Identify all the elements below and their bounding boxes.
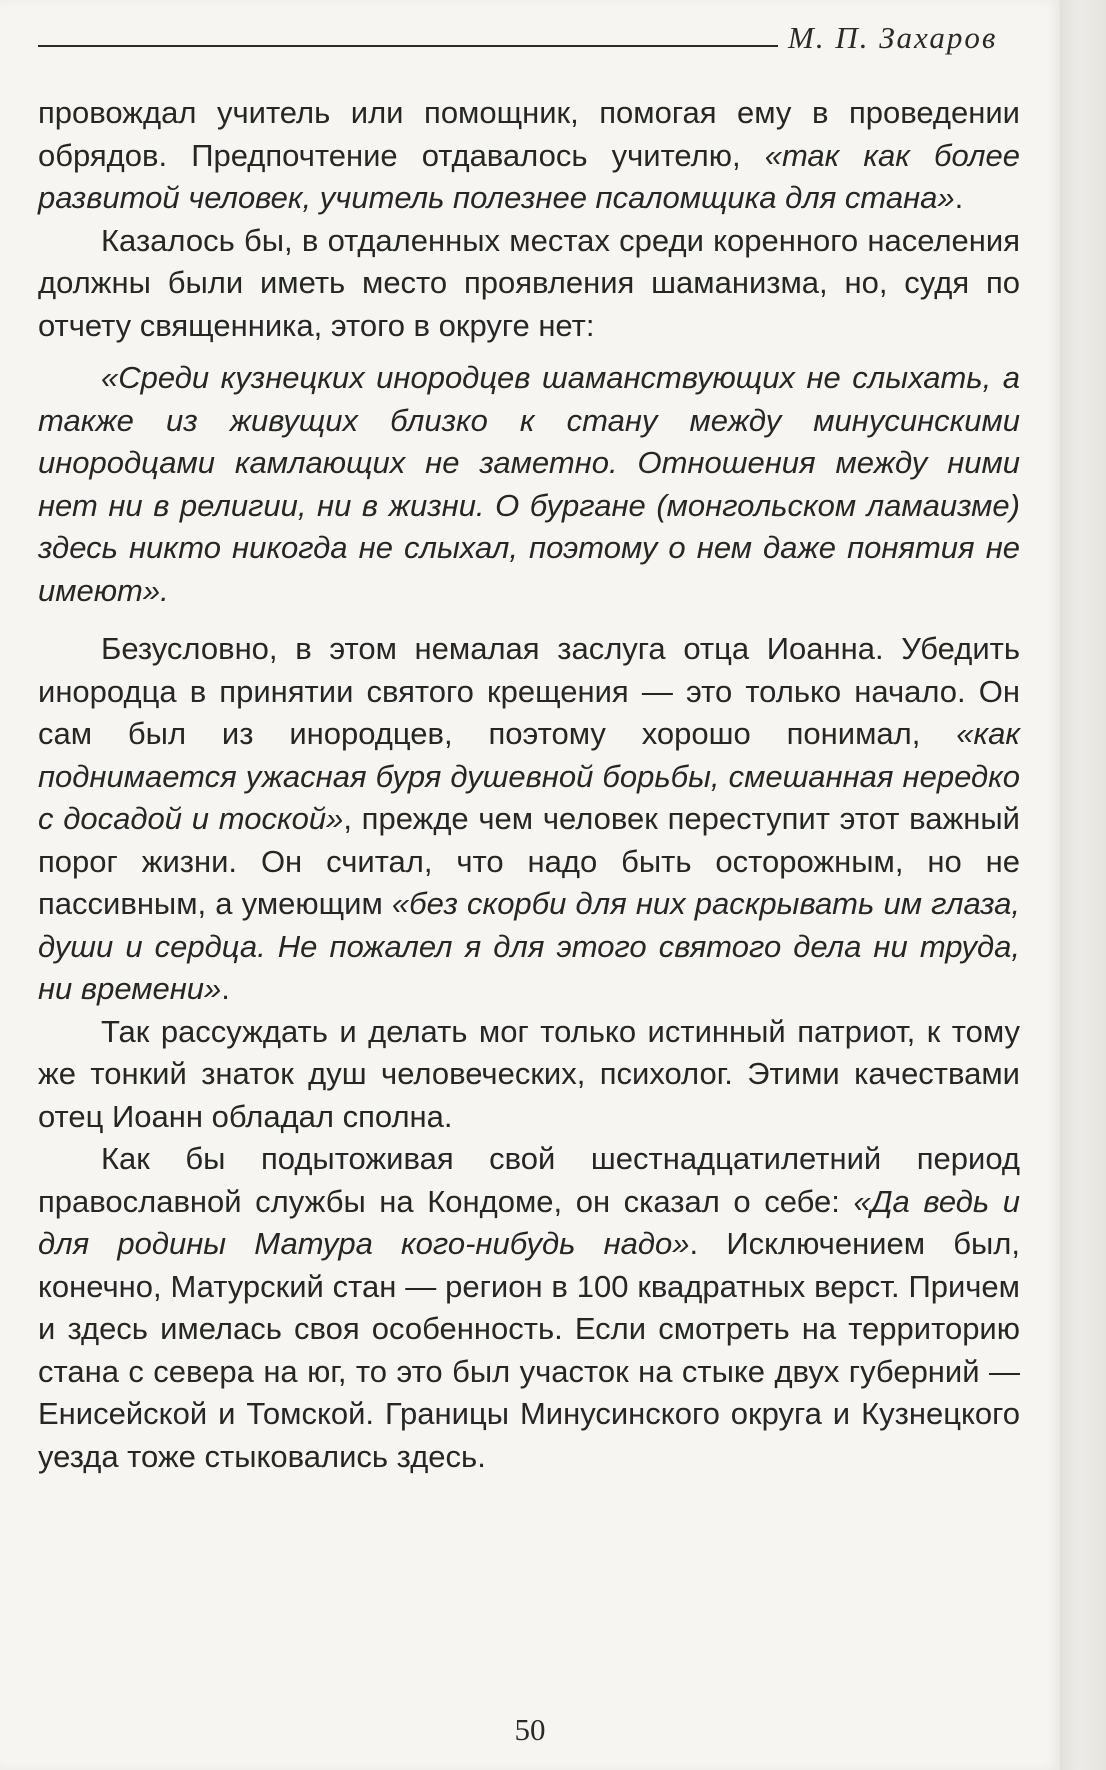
text-segment: Казалось бы, в отдаленных местах среди коренного населения должны были иметь место проявления шаманизма, но, судя по отчету священника, этого в округе нет: — [38, 222, 1020, 343]
text-segment: Безусловно, в этом немалая заслуга отца Иоанна. Убедить инородца в принятии святого крещения — это только начало. Он сам был из инородцев, поэтому хорошо понимал, — [38, 631, 1020, 751]
text-segment: . — [221, 971, 230, 1006]
block-quote — [38, 357, 1020, 612]
text-segment: Так рассуждать и делать мог только истинный патриот, к тому же тонкий знаток душ человеческих, психолог. Этими качествами отец Иоанн обладал сполна. — [38, 1013, 1020, 1134]
text-segment: провождал учитель или помощник, помогая ему в проведении обрядов. Предпочтение отдавалось учителю, — [38, 95, 1020, 173]
text-segment: . — [954, 180, 964, 215]
paragraph-2 — [38, 220, 1020, 348]
paragraph-1 — [38, 92, 1020, 220]
quote-segment: «так как более развитой человек, учитель полезнее псаломщика для стана» — [38, 137, 1020, 215]
text-segment: , прежде чем человек переступит этот важный порог жизни. Он считал, что надо быть осторожным, но не пассивным, а умеющим — [38, 801, 1020, 921]
quote-segment: «Да ведь и для родины Матура кого-нибудь надо» — [38, 1183, 1020, 1261]
quote-segment: «как поднимается ужасная буря душевной борьбы, смешанная нередко с досадой и тоской» — [38, 716, 1020, 836]
page-edge — [1060, 0, 1106, 1770]
paragraph-5 — [38, 1138, 1020, 1478]
text-segment: Как бы подытоживая свой шестнадцатилетний период православной службы на Кондоме, он сказал о себе: — [38, 1141, 1020, 1219]
header-rule — [38, 45, 778, 47]
page-number: 50 — [514, 1712, 546, 1747]
text-segment: . — [160, 572, 169, 608]
body-text — [38, 92, 1020, 1478]
quote-segment: «без скорби для них раскрывать им глаза, души и сердца. Не пожалел я для этого святого дела ни труда, ни времени» — [38, 886, 1020, 1006]
header-author: М. П. Захаров — [788, 20, 998, 55]
text-segment: . Исключением был, конечно, Матурский стан — регион в 100 квадратных верст. Причем и здесь имелась своя особенность. Если смотреть на территорию стана с севера на юг, то это был участок на стыке двух губерний — Енисейской и Томской. Границы Минусинского округа и Кузнецкого уезда тоже стыковались здесь. — [38, 1226, 1020, 1474]
running-header — [38, 14, 1018, 58]
paragraph-4 — [38, 1011, 1020, 1139]
quote-segment: «Среди кузнецких инородцев шаманствующих не слыхать, а также из живущих близко к стану между минусинскими инородцами камлающих не заметно. Отношения между ними нет ни в религии, ни в жизни. О бургане (монгольском ламаизме) здесь никто никогда не слыхал, поэтому о нем даже понятия не имеют» — [38, 360, 1020, 608]
paragraph-3 — [38, 628, 1020, 1011]
